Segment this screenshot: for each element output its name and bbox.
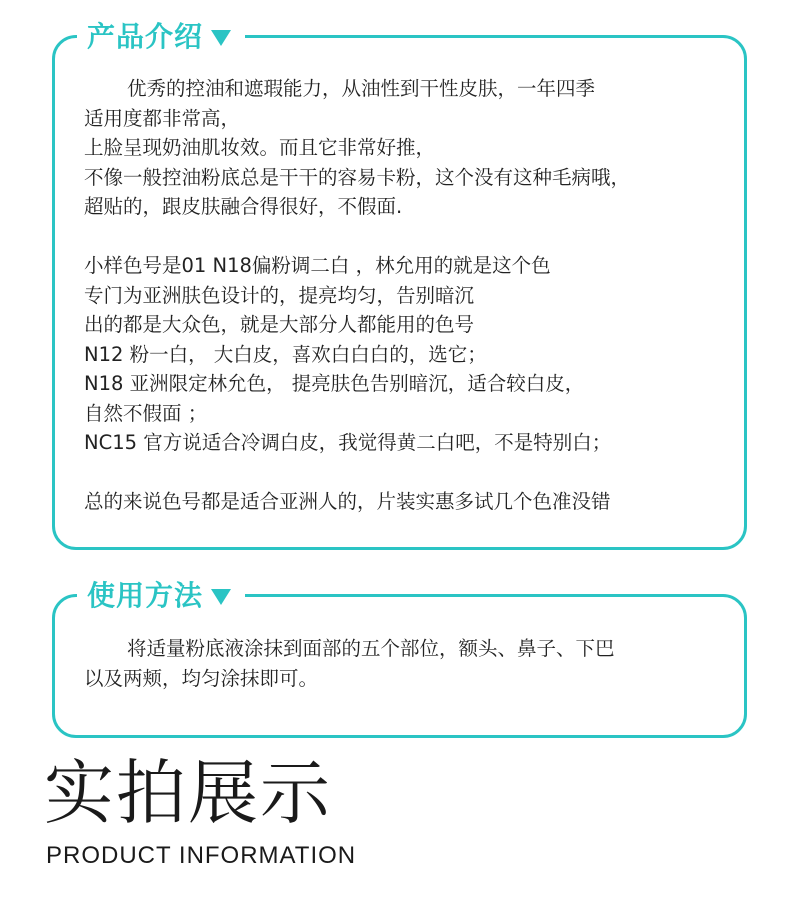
usage-text bbox=[84, 634, 732, 693]
showcase-subtitle: PRODUCT INFORMATION bbox=[46, 842, 357, 869]
usage-line: 以及两颊，均匀涂抹即可。 bbox=[84, 666, 319, 690]
usage-panel bbox=[52, 579, 747, 738]
product-intro-panel bbox=[52, 20, 747, 550]
triangle-down-icon bbox=[211, 30, 231, 46]
intro-line: 上脸呈现奶油肌妆效。而且它非常好推， bbox=[84, 136, 436, 159]
intro-line: N12 粉一白， 大白皮，喜欢白白白的，选它； bbox=[84, 342, 487, 366]
usage-heading: 使用方法 bbox=[87, 579, 204, 612]
paragraph-gap bbox=[84, 222, 732, 252]
intro-line: 不像一般控油粉底总是干干的容易卡粉，这个没有这种毛病哦， bbox=[84, 165, 631, 189]
intro-line: 专门为亚洲肤色设计的，提亮均匀，告别暗沉 bbox=[84, 283, 475, 307]
product-intro-heading: 产品介绍 bbox=[87, 20, 204, 53]
intro-line: N18 亚洲限定林允色， 提亮肤色告别暗沉，适合较白皮， bbox=[84, 372, 585, 395]
intro-line: 优秀的控油和遮瑕能力，从油性到干性皮肤，一年四季 bbox=[127, 77, 596, 100]
intro-line: 出的都是大众色，就是大部分人都能用的色号 bbox=[84, 313, 475, 336]
product-intro-header bbox=[77, 18, 245, 56]
intro-line: 超贴的，跟皮肤融合得很好，不假面. bbox=[84, 195, 403, 218]
intro-line: 小样色号是01 N18偏粉调二白 ，林允用的就是这个色 bbox=[84, 254, 551, 277]
usage-header bbox=[77, 577, 245, 615]
intro-line: 自然不假面 ； bbox=[84, 401, 208, 425]
triangle-down-icon bbox=[211, 589, 231, 605]
intro-line: NC15 官方说适合冷调白皮，我觉得黄二白吧，不是特别白； bbox=[84, 431, 612, 454]
usage-line: 将适量粉底液涂抹到面部的五个部位，额头、鼻子、下巴 bbox=[127, 637, 615, 660]
intro-line: 适用度都非常高， bbox=[84, 106, 241, 130]
product-intro-text bbox=[84, 74, 732, 517]
intro-line: 总的来说色号都是适合亚洲人的，片装实惠多试几个色准没错 bbox=[84, 490, 611, 513]
showcase-title: 实拍展示 bbox=[44, 752, 332, 834]
paragraph-gap bbox=[84, 458, 732, 488]
